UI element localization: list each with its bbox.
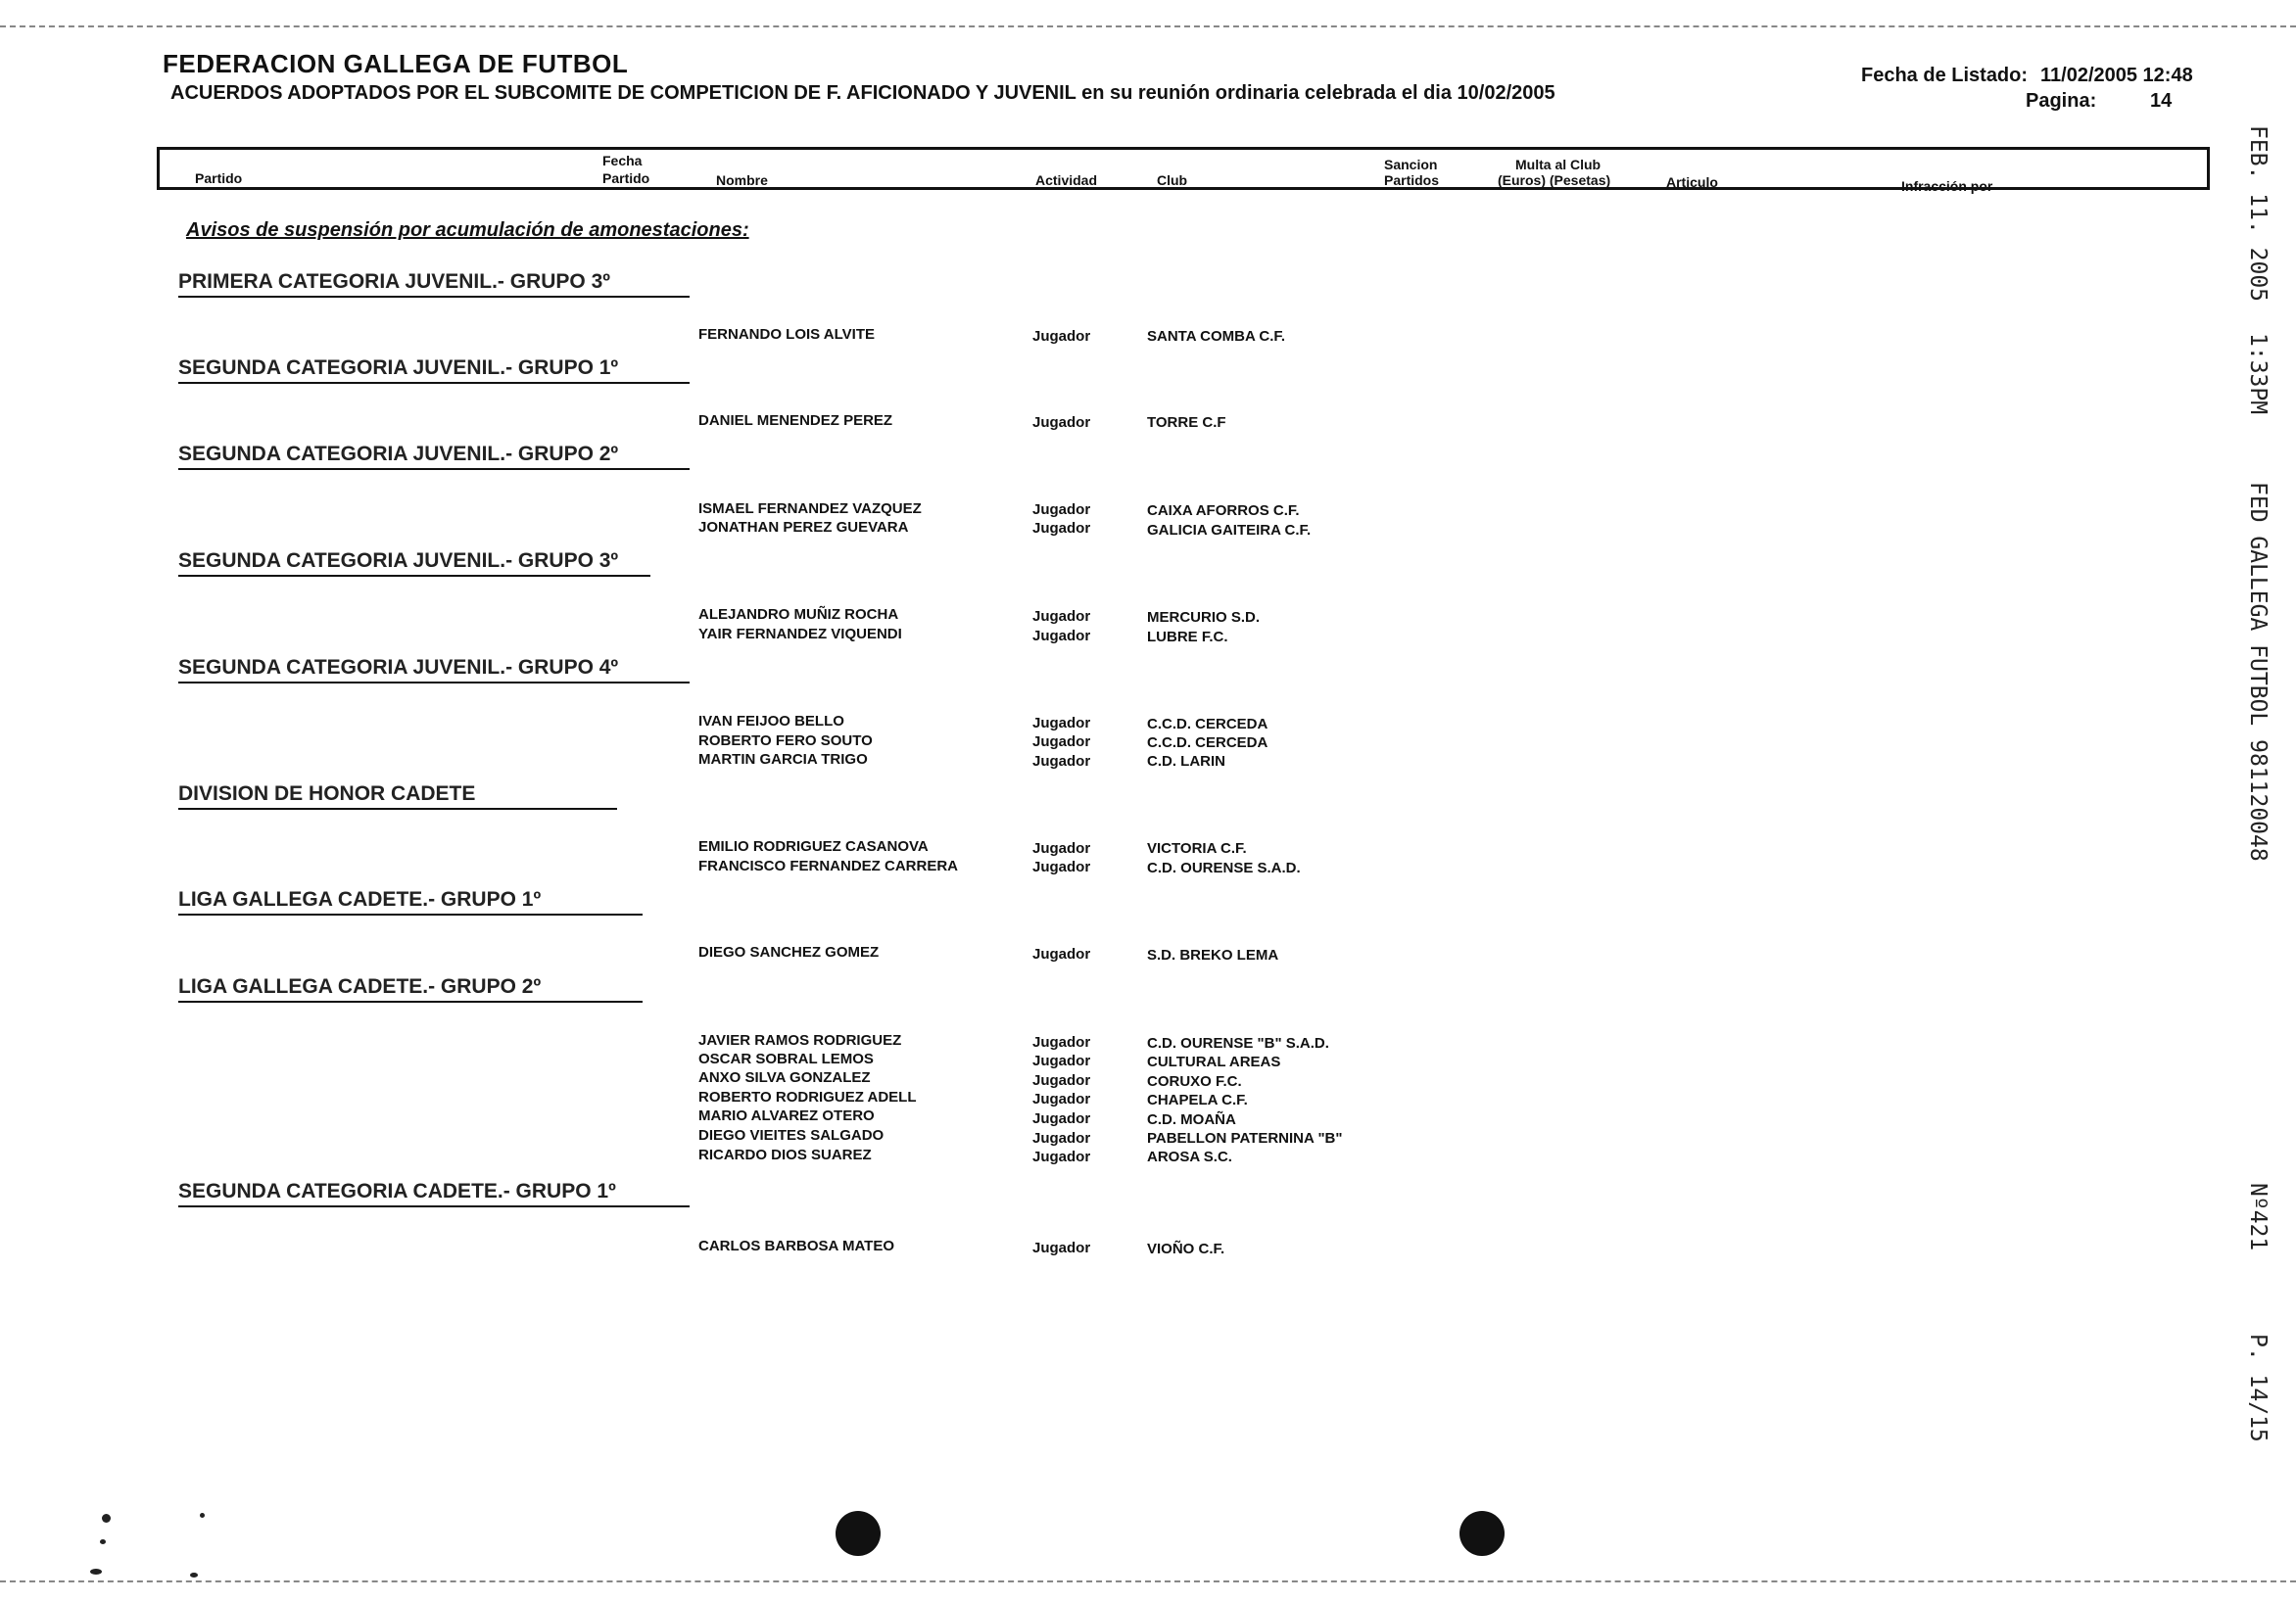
col-sancion-1: Sancion (1384, 157, 1438, 172)
player-name: IVAN FEIJOO BELLO (698, 713, 844, 730)
player-club: PABELLON PATERNINA "B" (1147, 1130, 1343, 1147)
player-name: DIEGO SANCHEZ GOMEZ (698, 944, 880, 961)
fax-date: FEB. 11. 2005 (2245, 125, 2271, 303)
player-name: ANXO SILVA GONZALEZ (698, 1069, 871, 1086)
player-club: GALICIA GAITEIRA C.F. (1147, 522, 1312, 539)
scan-speck (200, 1513, 205, 1518)
col-partido: Partido (195, 170, 243, 186)
player-activity: Jugador (1032, 1053, 1091, 1069)
player-activity: Jugador (1032, 1110, 1091, 1127)
punch-hole (1459, 1511, 1505, 1556)
player-club: AROSA S.C. (1147, 1149, 1232, 1165)
player-activity: Jugador (1032, 520, 1091, 537)
player-activity: Jugador (1032, 733, 1091, 750)
category-heading: LIGA GALLEGA CADETE.- GRUPO 1º (178, 888, 643, 916)
player-activity: Jugador (1032, 1072, 1091, 1089)
listing-date-label: Fecha de Listado: (1861, 65, 2029, 86)
player-club: CAIXA AFORROS C.F. (1147, 502, 1300, 519)
player-activity: Jugador (1032, 328, 1091, 345)
category-heading: SEGUNDA CATEGORIA JUVENIL.- GRUPO 2º (178, 443, 690, 470)
player-club: C.D. OURENSE S.A.D. (1147, 860, 1301, 876)
player-activity: Jugador (1032, 753, 1091, 770)
player-club: VIOÑO C.F. (1147, 1241, 1225, 1257)
player-name: OSCAR SOBRAL LEMOS (698, 1051, 874, 1067)
player-name: JONATHAN PEREZ GUEVARA (698, 519, 909, 536)
col-club: Club (1157, 172, 1188, 188)
category-heading: SEGUNDA CATEGORIA JUVENIL.- GRUPO 1º (178, 356, 690, 384)
player-club: CORUXO F.C. (1147, 1073, 1242, 1090)
listing-date-value: 11/02/2005 12:48 (2040, 65, 2193, 86)
player-name: DANIEL MENENDEZ PEREZ (698, 412, 893, 429)
player-club: C.C.D. CERCEDA (1147, 734, 1268, 751)
scan-speck (100, 1539, 106, 1544)
player-activity: Jugador (1032, 715, 1091, 731)
player-club: CULTURAL AREAS (1147, 1054, 1281, 1070)
player-name: ISMAEL FERNANDEZ VAZQUEZ (698, 500, 922, 517)
player-name: ROBERTO RODRIGUEZ ADELL (698, 1089, 917, 1106)
fax-sender: FED GALLEGA FUTBOL 981120048 (2245, 482, 2271, 862)
player-name: FERNANDO LOIS ALVITE (698, 326, 875, 343)
player-name: ALEJANDRO MUÑIZ ROCHA (698, 606, 899, 623)
category-heading: SEGUNDA CATEGORIA JUVENIL.- GRUPO 4º (178, 656, 690, 683)
category-heading: SEGUNDA CATEGORIA JUVENIL.- GRUPO 3º (178, 549, 650, 577)
player-club: MERCURIO S.D. (1147, 609, 1261, 626)
player-activity: Jugador (1032, 628, 1091, 644)
bottom-scan-edge (0, 1580, 2296, 1582)
player-activity: Jugador (1032, 1034, 1091, 1051)
page-label: Pagina: (2026, 90, 2097, 112)
fax-page: P. 14/15 (2245, 1334, 2271, 1442)
player-activity: Jugador (1032, 946, 1091, 963)
player-club: LUBRE F.C. (1147, 629, 1228, 645)
player-activity: Jugador (1032, 1149, 1091, 1165)
player-name: FRANCISCO FERNANDEZ CARRERA (698, 858, 958, 874)
player-club: S.D. BREKO LEMA (1147, 947, 1279, 964)
punch-hole (836, 1511, 881, 1556)
player-club: C.D. LARIN (1147, 753, 1225, 770)
player-name: DIEGO VIEITES SALGADO (698, 1127, 885, 1144)
fax-time: 1:33PM (2245, 333, 2271, 415)
player-club: C.C.D. CERCEDA (1147, 716, 1268, 732)
scan-speck (102, 1514, 111, 1523)
col-articulo: Articulo (1666, 174, 1718, 190)
player-activity: Jugador (1032, 859, 1091, 875)
player-activity: Jugador (1032, 501, 1091, 518)
suspension-notice-heading: Avisos de suspensión por acumulación de amonestaciones: (186, 219, 749, 241)
category-heading: PRIMERA CATEGORIA JUVENIL.- GRUPO 3º (178, 270, 690, 298)
player-club: TORRE C.F (1147, 414, 1226, 431)
col-actividad: Actividad (1035, 172, 1098, 188)
player-club: C.D. MOAÑA (1147, 1111, 1236, 1128)
col-sancion-2: Partidos (1384, 172, 1440, 188)
player-name: MARTIN GARCIA TRIGO (698, 751, 868, 768)
col-infraccion: Infracción por (1901, 178, 1993, 194)
player-activity: Jugador (1032, 414, 1091, 431)
player-club: C.D. OURENSE "B" S.A.D. (1147, 1035, 1329, 1052)
player-activity: Jugador (1032, 840, 1091, 857)
player-name: MARIO ALVAREZ OTERO (698, 1107, 875, 1124)
player-club: SANTA COMBA C.F. (1147, 328, 1286, 345)
org-title: FEDERACION GALLEGA DE FUTBOL (163, 49, 629, 78)
category-heading: DIVISION DE HONOR CADETE (178, 782, 617, 810)
top-scan-edge (0, 25, 2296, 27)
player-name: YAIR FERNANDEZ VIQUENDI (698, 626, 902, 642)
col-multa-2: (Euros) (Pesetas) (1498, 172, 1611, 188)
column-header-box (157, 147, 2210, 194)
player-activity: Jugador (1032, 1091, 1091, 1107)
page-number: 14 (2150, 90, 2173, 112)
player-activity: Jugador (1032, 608, 1091, 625)
col-multa-1: Multa al Club (1515, 157, 1602, 172)
player-name: CARLOS BARBOSA MATEO (698, 1238, 894, 1254)
player-activity: Jugador (1032, 1240, 1091, 1256)
fax-number: Nº421 (2245, 1183, 2271, 1251)
player-club: VICTORIA C.F. (1147, 840, 1247, 857)
category-heading: LIGA GALLEGA CADETE.- GRUPO 2º (178, 975, 643, 1003)
col-fecha-1: Fecha (602, 153, 643, 168)
document-subtitle: ACUERDOS ADOPTADOS POR EL SUBCOMITE DE COMPETICION DE F. AFICIONADO Y JUVENIL en su reunión ordinaria celebrada el dia 10/02/2005 (170, 82, 1555, 104)
player-name: RICARDO DIOS SUAREZ (698, 1147, 872, 1163)
player-name: EMILIO RODRIGUEZ CASANOVA (698, 838, 929, 855)
col-fecha-2: Partido (602, 170, 650, 186)
scan-speck (90, 1569, 102, 1575)
player-club: CHAPELA C.F. (1147, 1092, 1248, 1108)
player-name: JAVIER RAMOS RODRIGUEZ (698, 1032, 902, 1049)
col-nombre: Nombre (716, 172, 768, 188)
player-name: ROBERTO FERO SOUTO (698, 732, 873, 749)
player-activity: Jugador (1032, 1130, 1091, 1147)
category-heading: SEGUNDA CATEGORIA CADETE.- GRUPO 1º (178, 1180, 690, 1207)
scan-speck (190, 1573, 198, 1578)
